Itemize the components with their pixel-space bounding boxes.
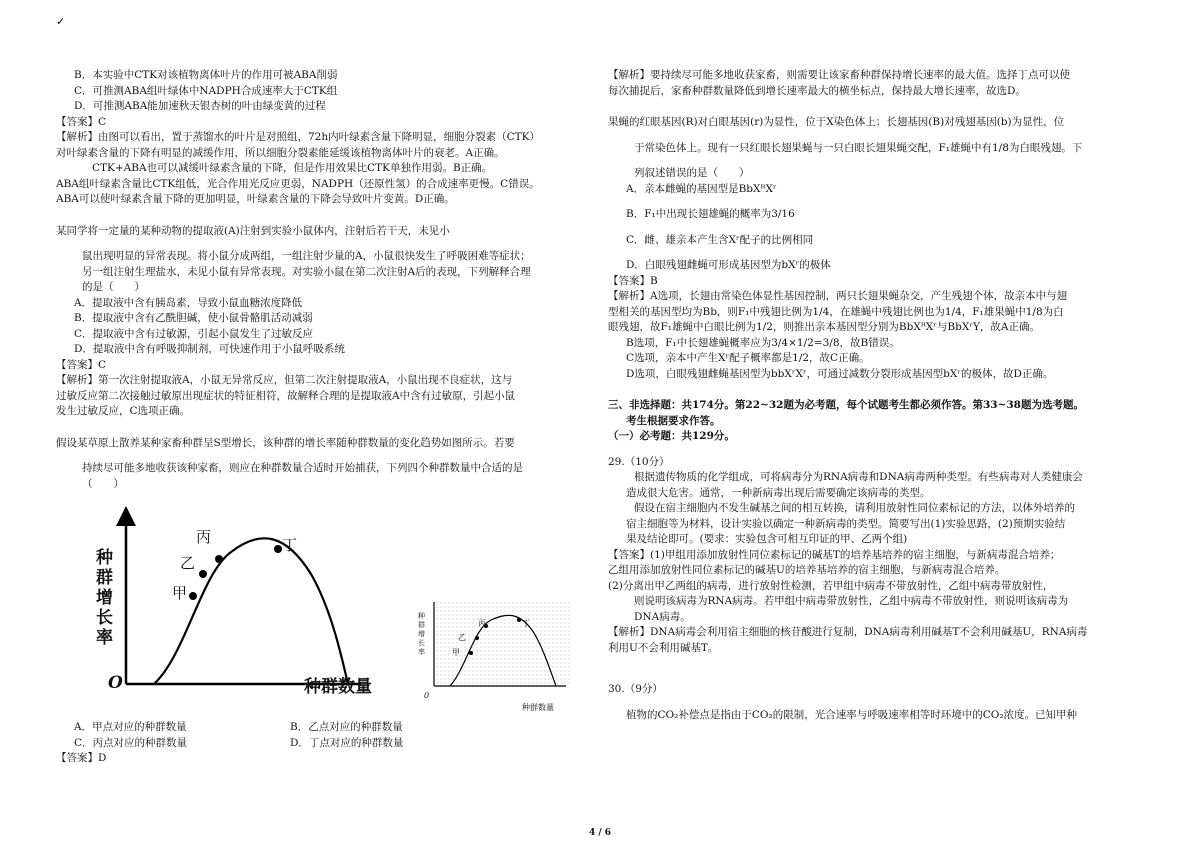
q29-stem-line: 造成很大危害。通常，一种新病毒出现后需要确定该病毒的类型。 <box>626 486 931 499</box>
q29-analysis-line: 【解析】DNA病毒会利用宿主细胞的核苷酸进行复制，DNA病毒利用碱基T不会利用碱基U，RNA病毒 <box>608 626 1088 638</box>
small-label-ding: 丁 <box>522 619 530 628</box>
q3-options-row <box>56 736 584 752</box>
figure-area <box>56 498 584 720</box>
q29-stem-line: 根据遗传物质的化学组成，可将病毒分为RNA病毒和DNA病毒两种类型。有些病毒对人类健康会 <box>634 471 1083 483</box>
q4-analysis-line: 【解析】A选项，长翅由常染色体显性基因控制，两只长翅果蝇杂交，产生残翅个体，故亲本中与翅 <box>608 290 1068 302</box>
q1-analysis-line: CTK+ABA也可以减缓叶绿素含量的下降，但是作用效果比CTK单独作用弱。B正确。 <box>92 162 493 174</box>
q3-option: B．乙点对应的种群数量 <box>290 721 403 733</box>
q4-option: B．F₁中出现长翅雄蝇的概率为3/16 <box>626 208 795 220</box>
q2-option: B．提取液中含有乙酰胆碱，使小鼠骨骼肌活动减弱 <box>74 312 313 324</box>
small-origin: 0 <box>424 691 430 700</box>
q2-stem-line: 某同学将一定量的某种动物的提取液(A)注射到实验小鼠体内，注射后若干天，未见小 <box>56 224 450 237</box>
q1-option: D．可推测ABA能加速秋天银杏树的叶由绿变黄的过程 <box>74 100 326 112</box>
q3-analysis-line: 【解析】要持续尽可能多地收获家畜，则需要让该家畜种群保持增长速率的最大值。选择丁点可以使 <box>608 69 1070 81</box>
small-label-jia: 甲 <box>452 648 460 657</box>
q3-options-row <box>56 720 584 736</box>
q4-option: C．雌、雄亲本产生含Xʳ配子的比例相同 <box>626 233 814 246</box>
q2-option: A．提取液中含有胰岛素，导致小鼠血糖浓度降低 <box>74 296 303 309</box>
q29-answer-line: 乙组用添加放射性同位素标记的碱基U的培养基培养的宿主细胞，与新病毒混合培养。 <box>608 564 1006 576</box>
q4-option: D．白眼残翅雌蝇可形成基因型为bXʳ的极体 <box>626 259 831 271</box>
main-label-ding: 丁 <box>282 536 298 554</box>
q4-analysis-line: D选项，白眼残翅雌蝇基因型为bbXʳXʳ，可通过减数分裂形成基因型bXʳ的极体，故D正确。 <box>626 367 1054 380</box>
q2-option: D．提取液中含有呼吸抑制剂，可快速作用于小鼠呼吸系统 <box>74 343 345 355</box>
q3-stem-line: （ ） <box>82 477 124 490</box>
point-ding <box>274 545 282 553</box>
q29-answer-line: DNA病毒。 <box>634 610 691 623</box>
small-label-bing: 丙 <box>478 619 486 628</box>
q4-analysis-line: 型相关的基因型均为Bb，则F₁中残翅比例为1/4，在雄蝇中残翅比例也为1/4，F₁雄果蝇中1/8为白 <box>608 305 1064 318</box>
q2-analysis-line: 过敏反应第二次接触过敏原出现症状的特征相符，故解释合理的是提取液A中含有过敏原，引起小鼠 <box>56 389 516 402</box>
q29-answer-line: 则说明该病毒为RNA病毒。若甲组中病毒带放射性，乙组中病毒不带放射性，则说明该病毒为 <box>634 595 1069 607</box>
q4-stem-line: 列叙述错误的是（ ） <box>634 167 750 179</box>
q29-answer-line: 【答案】(1)甲组用添加放射性同位素标记的碱基T的培养基培养的宿主细胞，与新病毒混合培养； <box>608 548 1061 561</box>
q3-option: D．丁点对应的种群数量 <box>290 736 404 749</box>
small-point-jia <box>469 651 473 655</box>
growth-rate-figure-small <box>416 598 576 708</box>
q1-analysis-line: 【解析】由图可以看出，置于蒸馏水的叶片是对照组，72h内叶绿素含量下降明显，细胞分裂素（CTK） <box>56 131 541 143</box>
q30-heading: 30.（9分） <box>608 683 663 695</box>
q2-analysis-line: 发生过敏反应，C选项正确。 <box>56 405 191 417</box>
q3-answer: 【答案】D <box>56 752 107 764</box>
point-yi <box>199 570 207 578</box>
q2-stem-line: 另一组注射生理盐水，未见小鼠有异常表现。对实验小鼠在第二次注射A后的表现，下列解释合理 <box>82 265 531 278</box>
q29-stem-line: 宿主细胞等为材料，设计实验以确定一种新病毒的类型。简要写出(1)实验思路，(2)预期实验结 <box>626 517 1066 530</box>
q1-analysis-line: ABA组叶绿素含量比CTK组低，光合作用光反应更弱，NADPH（还原性氢）的合成速率更慢。C错误。 <box>56 177 540 190</box>
small-label-yi: 乙 <box>458 633 466 642</box>
right-column <box>608 68 1148 723</box>
small-point-yi <box>475 636 479 640</box>
main-ylabel: 种群增长率 <box>96 548 113 648</box>
q1-answer: 【答案】C <box>56 115 107 128</box>
q1-analysis-line: ABA可以使叶绿素含量下降的更加明显，叶绿素含量的下降会导致叶片变黄。D正确。 <box>56 193 455 205</box>
q2-stem-line: 鼠出现明显的异常表现。将小鼠分成两组，一组注射少量的A，小鼠很快发生了呼吸困难等症状； <box>82 250 531 262</box>
q3-option: A．甲点对应的种群数量 <box>74 721 187 733</box>
section-subtitle: （一）必考题：共129分。 <box>608 430 735 442</box>
q1-option: C．可推测ABA组叶绿体中NADPH合成速率大于CTK组 <box>74 84 338 97</box>
q4-analysis-line: C选项，亲本中产生Xʳ配子概率都是1/2，故C正确。 <box>626 352 870 364</box>
small-xlabel: 种群数量 <box>522 703 554 712</box>
q1-option: B．本实验中CTK对该植物离体叶片的作用可被ABA削弱 <box>74 69 338 81</box>
q3-analysis-line: 每次捕捉后，家畜种群数量降低到增长速率最大的横坐标点，保持最大增长速率，故选D。 <box>608 84 1026 97</box>
q2-stem-line: 的是（ ） <box>82 281 145 293</box>
q3-option: C．丙点对应的种群数量 <box>74 736 188 749</box>
main-label-jia: 甲 <box>172 584 188 602</box>
q2-option: C．提取液中含有过敏源，引起小鼠发生了过敏反应 <box>74 327 314 340</box>
q2-answer: 【答案】C <box>56 358 107 371</box>
q30-stem-line: 植物的CO₂补偿点是指由于CO₂的限制，光合速率与呼吸速率相等时环境中的CO₂浓度。已知甲种 <box>626 708 1078 721</box>
small-point-ding <box>517 618 521 622</box>
q1-analysis-line: 对叶绿素含量的下降有明显的减缓作用，所以细胞分裂素能延缓该植物离体叶片的衰老。A正确。 <box>56 146 505 159</box>
page-number: 4 / 6 <box>588 828 612 838</box>
q29-answer-line: (2)分离出甲乙两组的病毒，进行放射性检测，若甲组中病毒不带放射性，乙组中病毒带放射性， <box>608 579 1054 592</box>
small-ylabel: 种群增长率 <box>418 612 425 656</box>
q4-stem-line: 果蝇的红眼基因(R)对白眼基因(r)为显性，位于X染色体上；长翅基因(B)对残翅基因(b)为显性，位 <box>608 116 1065 128</box>
section-title: 三、非选择题：共174分。第22~32题为必考题，每个试题考生都必须作答。第33~38题为选考题。 <box>608 399 1084 411</box>
q29-heading: 29.（10分） <box>608 455 670 468</box>
q3-stem-line: 假设某草原上散养某种家畜种群呈S型增长，该种群的增长率随种群数量的变化趋势如图所示。若要 <box>56 436 515 449</box>
q4-option: A．亲本雌蝇的基因型是BbXᴿXʳ <box>626 182 777 195</box>
section-title: 考生根据要求作答。 <box>626 414 721 427</box>
q4-stem-line: 于常染色体上。现有一只红眼长翅果蝇与一只白眼长翅果蝇交配，F₁雄蝇中有1/8为白眼残翅。下 <box>634 141 1083 154</box>
q3-stem-line: 持续尽可能多地收获该种家畜，则应在种群数量合适时开始捕获，下列四个种群数量中合适的是 <box>82 462 523 474</box>
point-jia <box>189 592 197 600</box>
main-label-bing: 丙 <box>196 528 212 546</box>
left-column <box>56 68 584 767</box>
point-bing <box>215 555 223 563</box>
q29-stem-line: 果及结论即可。(要求：实验包含可相互印证的甲、乙两个组) <box>626 533 908 545</box>
q2-analysis-line: 【解析】第一次注射提取液A，小鼠无异常反应，但第二次注射提取液A，小鼠出现不良症状，这与 <box>56 374 513 386</box>
q4-answer: 【答案】B <box>608 274 658 287</box>
q4-analysis-line: 眼残翅，故F₁雄蝇中白眼比例为1/2，则推出亲本基因型分别为BbXᴿXʳ与BbXʳY，故A正确。 <box>608 321 1040 333</box>
growth-rate-figure-main <box>86 504 376 704</box>
main-label-yi: 乙 <box>180 554 196 572</box>
q29-analysis-line: 利用U不会利用碱基T。 <box>608 641 719 654</box>
main-xlabel: 种群数量 <box>304 677 372 697</box>
main-origin: O <box>108 673 123 693</box>
page-check-mark: ✓ <box>56 15 66 28</box>
q4-analysis-line: B选项，F₁中长翅雄蝇概率应为3/4×1/2=3/8，故B错误。 <box>626 336 900 349</box>
q29-stem-line: 假设在宿主细胞内不发生碱基之间的相互转换，请利用放射性同位素标记的方法，以体外培养的 <box>634 502 1075 514</box>
